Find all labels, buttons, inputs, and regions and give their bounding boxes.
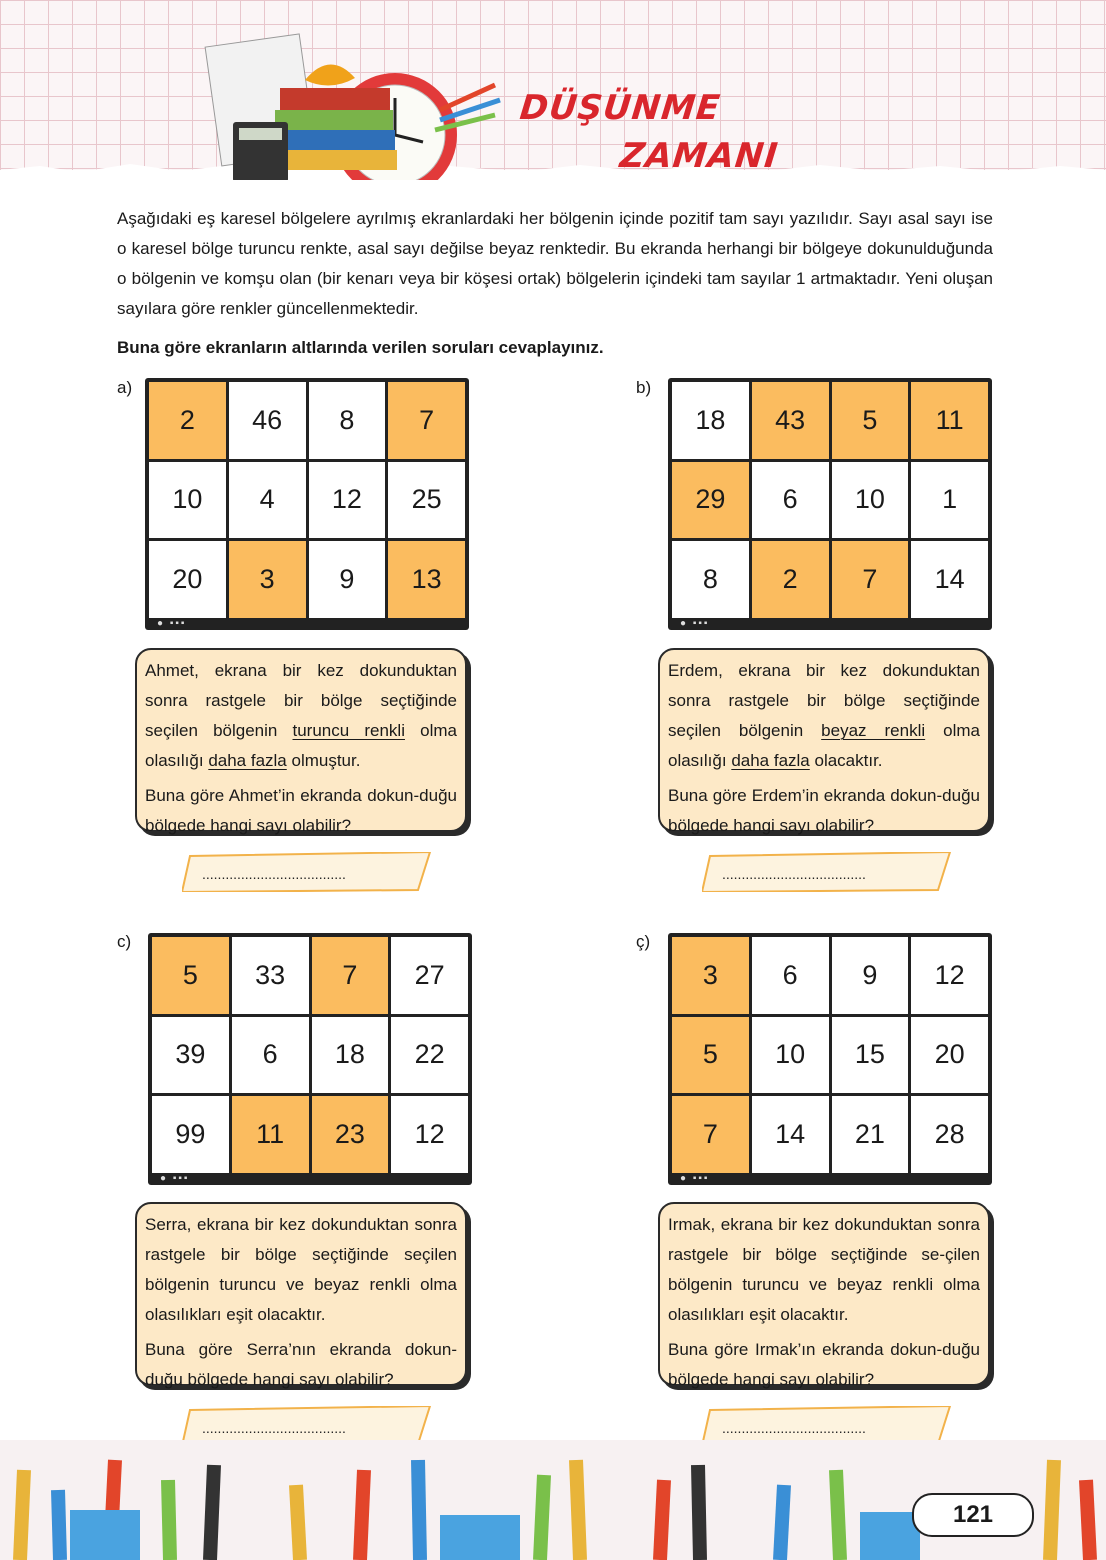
grid-cell[interactable]: 5 [672,1017,749,1094]
screen-b [668,378,992,630]
grid-cell[interactable]: 9 [832,937,909,1014]
study-tools-illustration [195,30,515,180]
header-title-line1: DÜŞÜNME [517,88,723,128]
grid-cell[interactable]: 43 [752,382,829,459]
grid-cell[interactable]: 7 [832,541,909,618]
answer-dots: ..................................... [202,866,346,882]
grid-cell[interactable]: 27 [391,937,468,1014]
grid-cell[interactable]: 5 [832,382,909,459]
grid-cell[interactable]: 23 [312,1096,389,1173]
grid-cell[interactable]: 18 [312,1017,389,1094]
grid-cell[interactable]: 3 [672,937,749,1014]
question-prompt: Buna göre Serra’nın ekranda dokun-duğu bölgede hangi sayı olabilir? [145,1340,457,1389]
grid-cell[interactable]: 39 [152,1017,229,1094]
grid-cell[interactable]: 7 [312,937,389,1014]
header-grid-background [0,0,1106,170]
grid-cell[interactable]: 22 [391,1017,468,1094]
screen-grid [672,937,988,1173]
instruction-text: Buna göre ekranların altlarında verilen soruları cevaplayınız. [117,338,604,357]
grid-cell[interactable]: 11 [232,1096,309,1173]
screen-grid [672,382,988,618]
part-label-b: b) [636,378,652,397]
question-box-c [135,1202,467,1389]
grid-cell[interactable]: 99 [152,1096,229,1173]
grid-cell[interactable]: 1 [911,462,988,539]
grid-cell[interactable]: 25 [388,462,465,539]
question-prompt: Buna göre Ahmet’in ekranda dokun-duğu bölgede hangi sayı olabilir? [145,786,457,835]
grid-cell[interactable]: 6 [752,937,829,1014]
answer-dots: ..................................... [202,1420,346,1436]
grid-cell[interactable]: 12 [391,1096,468,1173]
grid-cell[interactable]: 28 [911,1096,988,1173]
answer-dots: ..................................... [722,866,866,882]
question-prompt: Buna göre Irmak’ın ekranda dokun-duğu bölgede hangi sayı olabilir? [668,1340,980,1389]
grid-cell[interactable]: 46 [229,382,306,459]
answer-dots: ..................................... [722,1420,866,1436]
screen-c [148,933,472,1185]
question-text: Serra, ekrana bir kez dokunduktan sonra rastgele bir bölge seçtiğinde seçilen bölgenin turuncu ve beyaz renkli olma olasılıkları eşit olacaktır. [145,1215,457,1324]
screen-a [145,378,469,630]
grid-cell[interactable]: 14 [911,541,988,618]
grid-cell[interactable]: 7 [672,1096,749,1173]
part-label-cedilla: ç) [636,932,651,951]
question-prompt: Buna göre Erdem’in ekranda dokun-duğu bölgede hangi sayı olabilir? [668,786,980,835]
question-box-b [658,648,990,835]
screen-status-dots: ● ▪▪▪ [680,1173,710,1184]
intro-paragraph: Aşağıdaki eş karesel bölgelere ayrılmış ekranlardaki her bölgenin içinde pozitif tam sayı yazılıdır. Sayı asal sayı ise o karesel bölge turuncu renkte, asal sayı değilse beyaz renktedir. Bu ekranda herhangi bir bölgeye dokunulduğunda o bölgenin ve komşu olan (bir kenarı veya bir köşesi ortak) bölgelerin içindeki tam sayılar 1 artmaktadır. Yeni oluşan sayılara göre renkler güncellenmektedir. [117,209,993,318]
grid-cell[interactable]: 15 [832,1017,909,1094]
grid-cell[interactable]: 10 [832,462,909,539]
grid-cell[interactable]: 10 [149,462,226,539]
screen-grid [152,937,468,1173]
grid-cell[interactable]: 21 [832,1096,909,1173]
question-box-cedilla [658,1202,990,1389]
answer-field-a[interactable] [182,852,434,892]
part-label-c: c) [117,932,132,951]
grid-cell[interactable]: 3 [229,541,306,618]
question-box-a [135,648,467,835]
grid-cell[interactable]: 2 [149,382,226,459]
screen-status-dots: ● ▪▪▪ [157,618,187,629]
grid-cell[interactable]: 6 [752,462,829,539]
grid-cell[interactable]: 18 [672,382,749,459]
question-text: Erdem, ekrana bir kez dokunduktan sonra rastgele bir bölge seçtiğinde seçilen bölgenin beyaz renkli olma olasılığı daha fazla olacaktır. [668,661,980,770]
grid-cell[interactable]: 20 [911,1017,988,1094]
grid-cell[interactable]: 4 [229,462,306,539]
grid-cell[interactable]: 33 [232,937,309,1014]
grid-cell[interactable]: 12 [911,937,988,1014]
grid-cell[interactable]: 14 [752,1096,829,1173]
screen-status-dots: ● ▪▪▪ [680,618,710,629]
question-text: Irmak, ekrana bir kez dokunduktan sonra rastgele bir bölge seçtiğinde se-çilen bölgenin turuncu ve beyaz renkli olma olasılıkları eşit olacaktır. [668,1215,980,1324]
answer-field-b[interactable] [702,852,954,892]
grid-cell[interactable]: 11 [911,382,988,459]
grid-cell[interactable]: 12 [309,462,386,539]
part-label-a: a) [117,378,133,397]
grid-cell[interactable]: 8 [672,541,749,618]
screen-cedilla [668,933,992,1185]
header-title-line2: ZAMANI [617,136,781,176]
grid-cell[interactable]: 7 [388,382,465,459]
page-number: 121 [912,1493,1034,1537]
screen-status-dots: ● ▪▪▪ [160,1173,190,1184]
grid-cell[interactable]: 20 [149,541,226,618]
screen-grid [149,382,465,618]
question-text: Ahmet, ekrana bir kez dokunduktan sonra rastgele bir bölge seçtiğinde seçilen bölgenin turuncu renkli olma olasılığı daha fazla olmuştur. [145,661,457,770]
torn-paper-edge [0,150,1106,190]
grid-cell[interactable]: 2 [752,541,829,618]
grid-cell[interactable]: 10 [752,1017,829,1094]
grid-cell[interactable]: 13 [388,541,465,618]
grid-cell[interactable]: 9 [309,541,386,618]
grid-cell[interactable]: 6 [232,1017,309,1094]
grid-cell[interactable]: 29 [672,462,749,539]
grid-cell[interactable]: 5 [152,937,229,1014]
grid-cell[interactable]: 8 [309,382,386,459]
